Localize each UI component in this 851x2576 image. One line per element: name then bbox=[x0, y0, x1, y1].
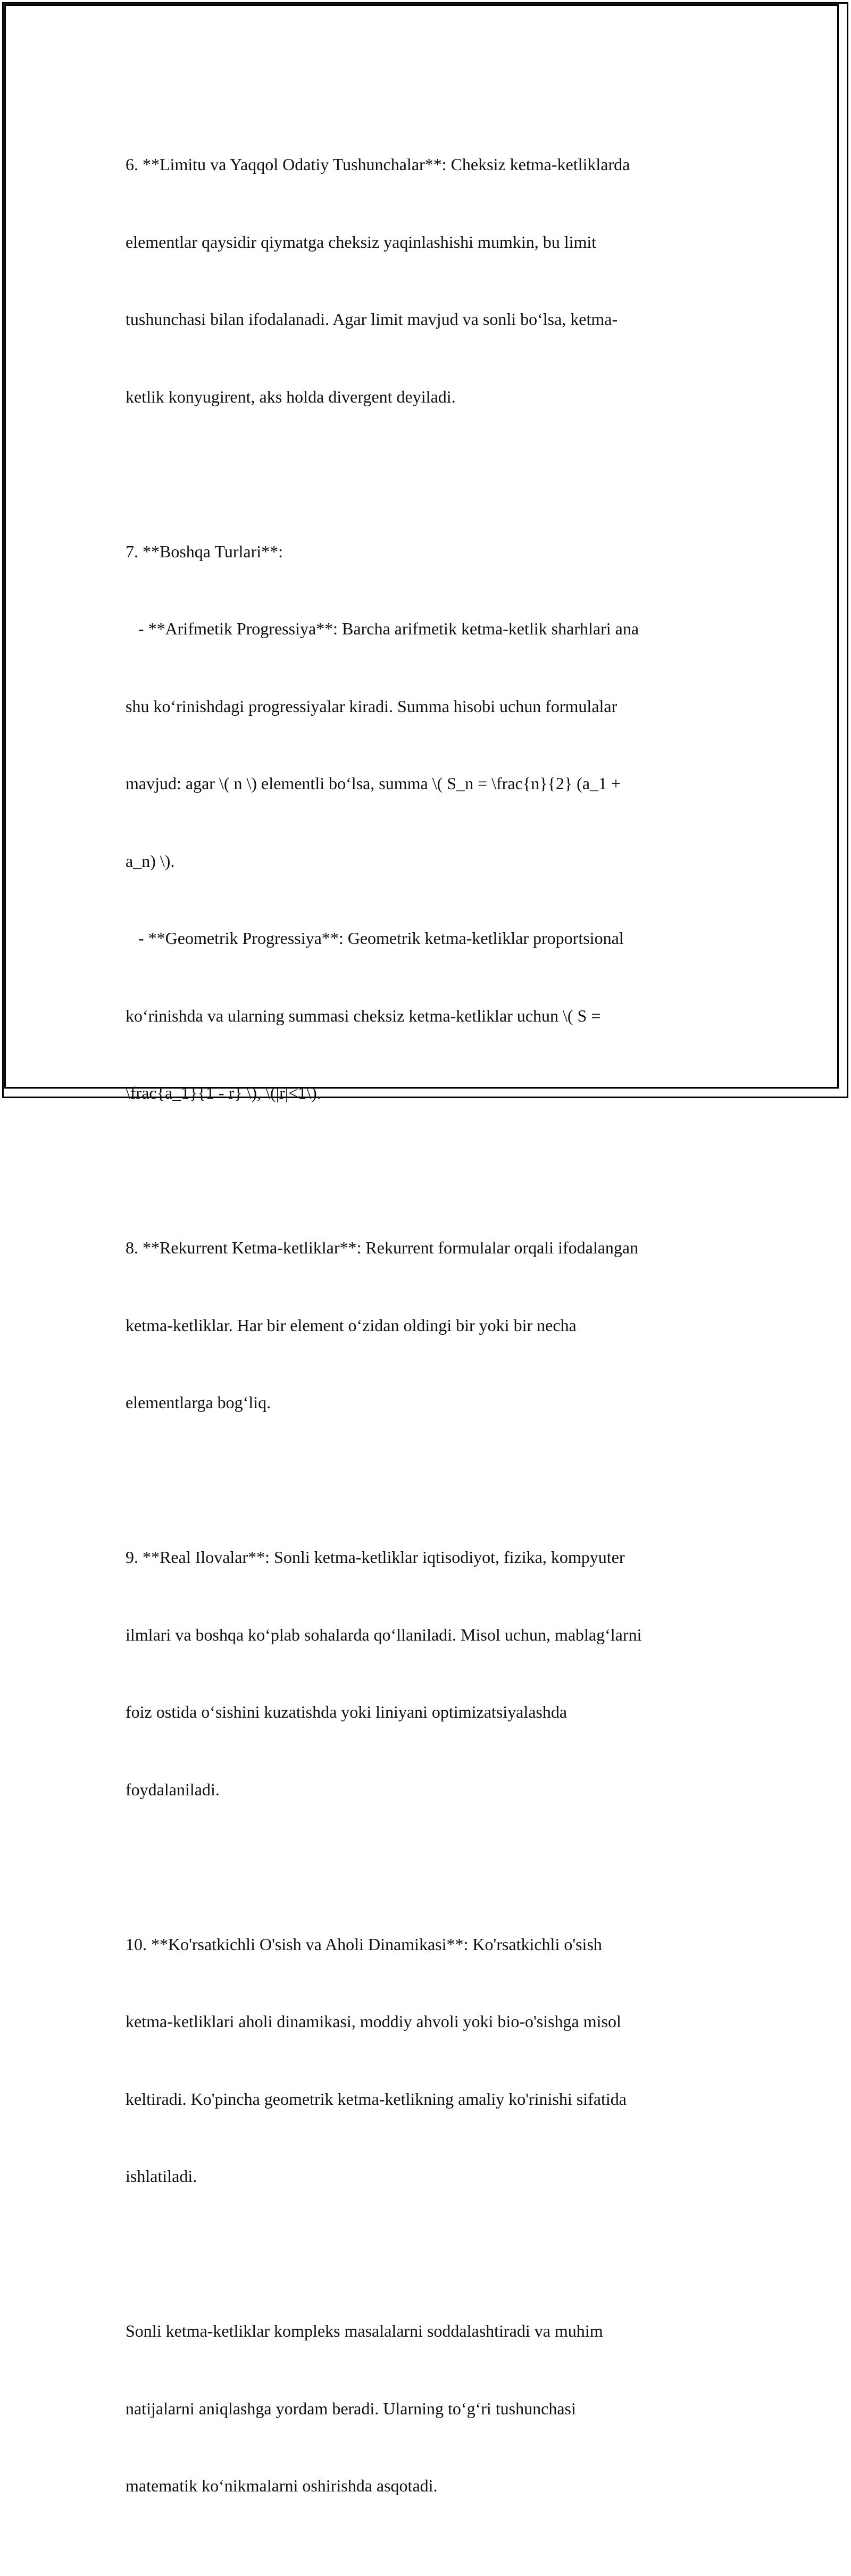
text-line: \frac{a_1}{1 - r} \), \(|r|<1\). bbox=[126, 1083, 321, 1102]
text-line: ilmlari va boshqa ko‘plab sohalarda qo‘llaniladi. Misol uchun, mablag‘larni bbox=[126, 1625, 642, 1644]
text-line: ishlatiladi. bbox=[126, 2167, 197, 2186]
paragraph-conclusion bbox=[126, 2266, 721, 2550]
text-line: foiz ostida o‘sishini kuzatishda yoki liniyani optimizatsiyalashda bbox=[126, 1702, 568, 1721]
text-line: ketma-ketliklari aholi dinamikasi, moddiy ahvoli yoki bio-o'sishga misol bbox=[126, 2012, 621, 2031]
paragraph-item-7 bbox=[126, 487, 721, 1158]
paragraph-item-10 bbox=[126, 1880, 721, 2241]
text-line: mavjud: agar \( n \) elementli bo‘lsa, summa \( S_n = \frac{n}{2} (a_1 + bbox=[126, 774, 621, 793]
text-line: 7. **Boshqa Turlari**: bbox=[126, 541, 283, 561]
paragraph-item-6 bbox=[126, 100, 721, 461]
paragraph-item-8 bbox=[126, 1183, 721, 1467]
text-line: 10. **Ko'rsatkichli O'sish va Aholi Dinamikasi**: Ko'rsatkichli o'sish bbox=[126, 1934, 602, 1954]
text-line: keltiradi. Ko'pincha geometrik ketma-ketlikning amaliy ko'rinishi sifatida bbox=[126, 2089, 627, 2109]
text-line: natijalarni aniqlashga yordam beradi. Ularning to‘g‘ri tushunchasi bbox=[126, 2398, 576, 2418]
text-line: ketlik konyugirent, aks holda divergent deyiladi. bbox=[126, 387, 456, 406]
text-line: tushunchasi bilan ifodalanadi. Agar limit mavjud va sonli bo‘lsa, ketma- bbox=[126, 310, 618, 329]
text-line: ketma-ketliklar. Har bir element o‘zidan oldingi bir yoki bir necha bbox=[126, 1315, 577, 1335]
text-line: Sonli ketma-ketliklar kompleks masalalarni soddalashtiradi va muhim bbox=[126, 2321, 603, 2340]
text-line: ko‘rinishda va ularning summasi cheksiz ketma-ketliklar uchun \( S = bbox=[126, 1006, 601, 1025]
text-line: 6. **Limitu va Yaqqol Odatiy Tushunchalar**: Cheksiz ketma-ketliklarda bbox=[126, 155, 630, 174]
text-line: 9. **Real Ilovalar**: Sonli ketma-ketliklar iqtisodiyot, fizika, kompyuter bbox=[126, 1548, 625, 1567]
text-line: - **Geometrik Progressiya**: Geometrik ketma-ketliklar proportsional bbox=[126, 929, 624, 948]
paragraph-item-9 bbox=[126, 1493, 721, 1854]
text-line: a_n) \). bbox=[126, 851, 175, 871]
text-line: elementlar qaysidir qiymatga cheksiz yaqinlashishi mumkin, bu limit bbox=[126, 232, 597, 252]
text-line: matematik ko‘nikmalarni oshirishda asqotadi. bbox=[126, 2476, 438, 2495]
text-line: foydalaniladi. bbox=[126, 1779, 220, 1799]
text-line: 8. **Rekurrent Ketma-ketliklar**: Rekurrent formulalar orqali ifodalangan bbox=[126, 1238, 639, 1257]
text-line: elementlarga bog‘liq. bbox=[126, 1393, 271, 1412]
text-line: shu ko‘rinishdagi progressiyalar kiradi. Summa hisobi uchun formulalar bbox=[126, 696, 618, 716]
text-line: - **Arifmetik Progressiya**: Barcha arifmetik ketma-ketlik sharhlari ana bbox=[126, 619, 639, 638]
document-body bbox=[126, 100, 721, 2576]
